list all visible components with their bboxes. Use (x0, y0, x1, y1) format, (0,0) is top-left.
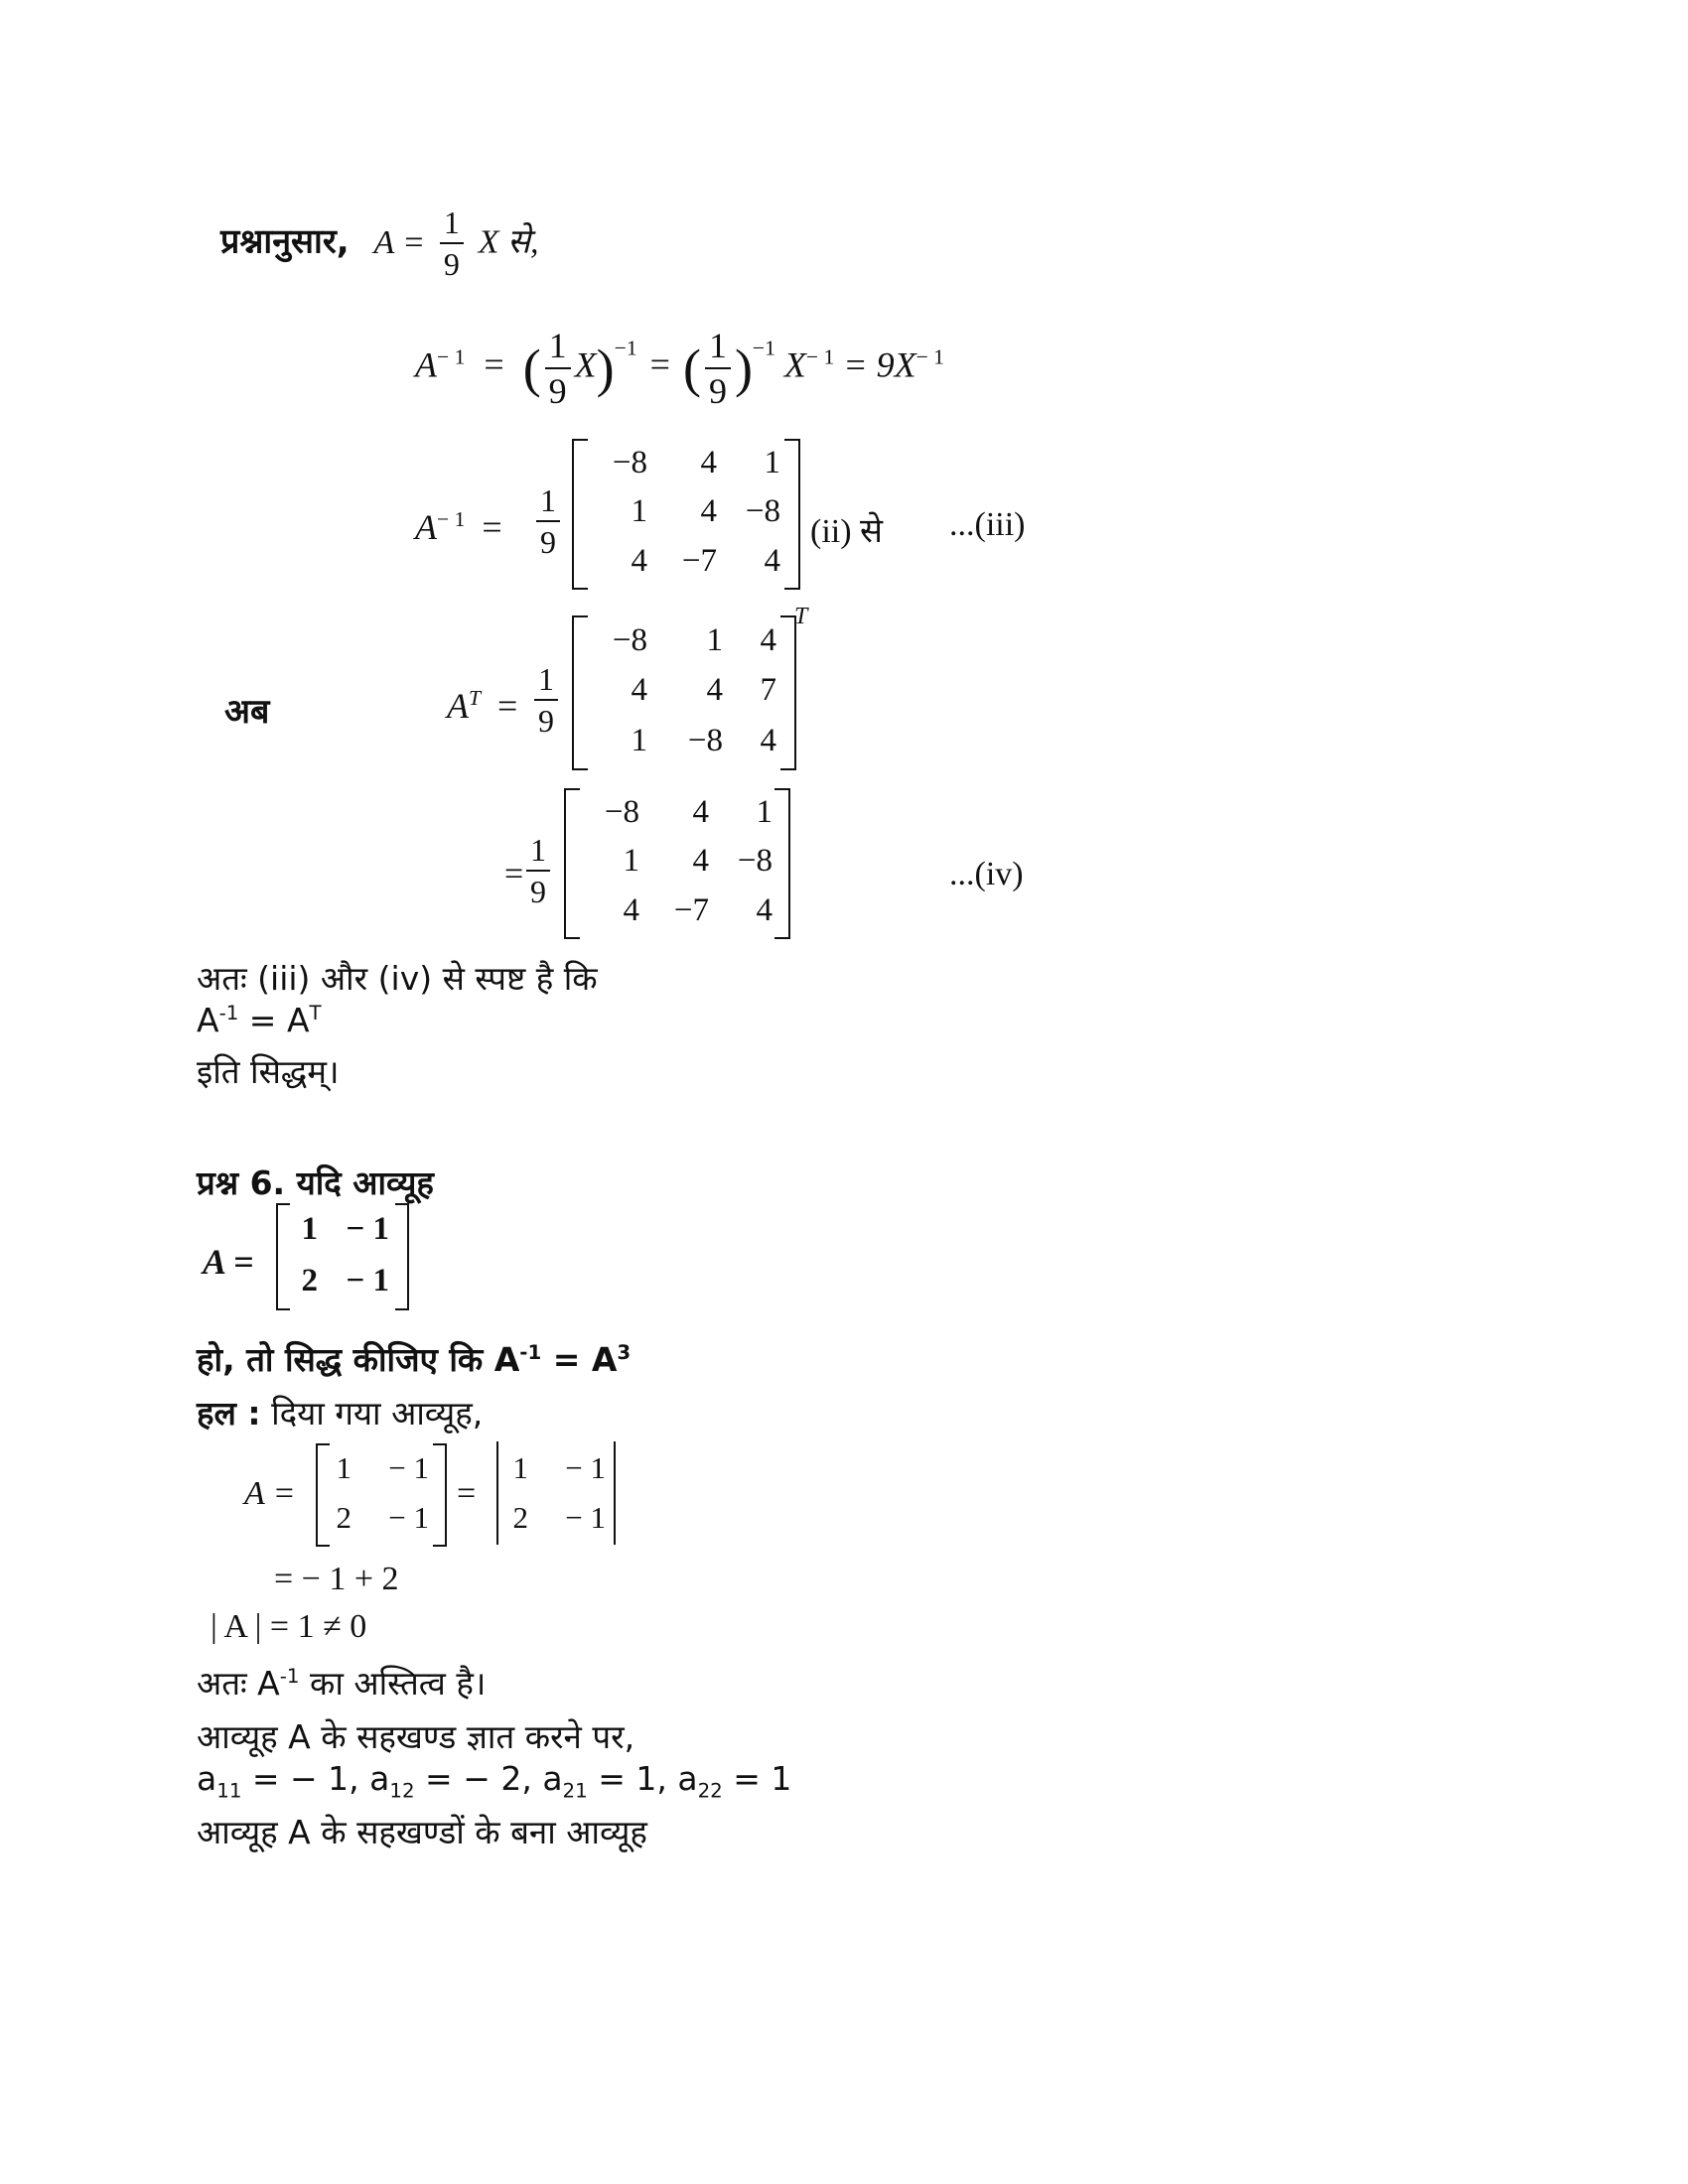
matrix-cell: 4 (756, 891, 773, 928)
matrix-cell: 4 (631, 672, 647, 709)
matrix-cell: 1 (764, 445, 780, 481)
cofactor-item: $a_{21} = 1$ (542, 1759, 657, 1803)
matrix-cell: 1 (301, 1210, 318, 1247)
matrix-bracket-right (780, 615, 796, 770)
matrix-cell: 4 (700, 445, 717, 481)
matrix-bracket-left (572, 439, 588, 590)
matrix-cell: 2 (336, 1500, 352, 1535)
question-matrix (288, 1203, 397, 1306)
intro-line (220, 206, 538, 280)
fraction: $\frac{1}{9}$ (545, 328, 571, 409)
matrix-cell: − 1 (346, 1262, 389, 1298)
solution-label: हल : (197, 1394, 261, 1433)
transpose-matrix (592, 615, 780, 766)
determinant (504, 1443, 610, 1543)
matrix-iv (584, 788, 773, 935)
reference-note: (ii) से (810, 513, 884, 550)
equals-sign: = (504, 856, 524, 892)
matrix-cell: −8 (745, 493, 780, 530)
question-matrix-lhs: A = (203, 1242, 254, 1282)
cofactor-values: $a_{11}$ = − 1, $a_{12}$ = − 2, $a_{21} = 1$, $a_{22} = 1$ (197, 1759, 792, 1803)
matrix-cell: −8 (612, 445, 647, 481)
matrix-cell: 7 (760, 672, 776, 709)
matrix-cell: 4 (692, 843, 709, 880)
matrix-cell: 4 (700, 493, 717, 530)
intro-tail: X से, (478, 223, 539, 261)
matrix-bracket-right (433, 1443, 447, 1547)
inverse-equals-transpose: $A^{-1} = A^T$ (197, 1001, 322, 1039)
matrix-cell: − 1 (565, 1450, 606, 1485)
equals-sign: = (457, 1475, 477, 1512)
matrix-cell: 1 (623, 843, 639, 880)
matrix-cell: −8 (612, 621, 647, 658)
determinant-result: | A | = 1 ≠ 0 (211, 1608, 367, 1645)
matrix-cell: 4 (760, 621, 776, 658)
matrix-cell: 2 (512, 1500, 528, 1535)
now-label: अब (224, 692, 270, 732)
fraction: $\frac{1}{9}$ (522, 834, 554, 907)
matrix-cell: −8 (737, 843, 773, 880)
matrix-cell: 1 (512, 1450, 528, 1485)
matrix-cell: 4 (764, 542, 780, 579)
determinant-bar-right (614, 1441, 616, 1545)
solution-matrix-lhs: A = (244, 1475, 296, 1512)
matrix-cell: 4 (692, 794, 709, 831)
cofactor-matrix-line: आव्यूह A के सहखण्डों के बना आव्यूह (197, 1813, 647, 1851)
fraction: $\frac{1}{9}$ (705, 328, 731, 409)
matrix-cell: −7 (681, 542, 717, 579)
conclusion-line: अतः (iii) और (iv) से स्पष्ट है कि (197, 959, 598, 998)
matrix-cell: 1 (756, 794, 773, 831)
determinant-step: = − 1 + 2 (274, 1561, 399, 1597)
matrix-cell: −8 (687, 723, 723, 759)
transpose-superscript: T (794, 604, 808, 629)
matrix-cell: 4 (706, 672, 723, 709)
matrix-cell: 1 (631, 723, 647, 759)
matrix-cell: − 1 (565, 1500, 606, 1535)
solution-matrix (328, 1443, 437, 1543)
matrix-cell: 1 (336, 1450, 352, 1485)
question-prove-line: हो, तो सिद्ध कीजिए कि $A^{-1} = A^3$ (197, 1340, 632, 1379)
matrix-bracket-right (784, 439, 800, 590)
solution-intro: हल : दिया गया आव्यूह, (197, 1394, 484, 1433)
matrix-iii (592, 439, 780, 586)
fraction: $\frac{1}{9}$ (530, 663, 562, 737)
matrix-cell: − 1 (388, 1450, 429, 1485)
determinant-bar-left (496, 1441, 498, 1545)
cofactor-intro: आव्यूह A के सहखण्ड ज्ञात करने पर, (197, 1717, 635, 1756)
cofactor-item: $a_{22} = 1$ (677, 1759, 792, 1803)
matrix-bracket-left (564, 788, 580, 939)
matrix-bracket-right (395, 1203, 409, 1310)
matrix-cell: 1 (631, 493, 647, 530)
equation-tag-iv: ...(iv) (949, 856, 1024, 892)
matrix-cell: −8 (604, 794, 639, 831)
inverse-exists-line: अतः $A^{-1}$ का अस्तित्व है। (197, 1664, 487, 1703)
matrix-cell: −7 (673, 891, 709, 928)
matrix-cell: 4 (760, 723, 776, 759)
matrix-cell: 1 (706, 621, 723, 658)
inverse-equation: $A^{- 1}$ = ( $\frac{1}{9}$ X)$^{-1}$ = ( $\frac{1}{9}$ )$^{-1}$ $X^{- 1} = 9X^{- 1}$ (415, 326, 944, 411)
fraction: $\frac{1}{9}$ (532, 484, 564, 558)
equation-tag-iii: ...(iii) (949, 506, 1026, 543)
matrix-cell: 4 (623, 891, 639, 928)
matrix-cell: 4 (631, 542, 647, 579)
intro-eq: A = (373, 223, 426, 261)
matrix-cell: 2 (301, 1262, 318, 1298)
hence-proved: इति सिद्धम्। (197, 1052, 340, 1091)
fraction: $\frac{1}{9}$ (440, 206, 464, 280)
matrix-bracket-right (774, 788, 790, 939)
matrix-bracket-left (572, 615, 588, 770)
intro-label: प्रश्नानुसार, (220, 221, 350, 262)
inverse-matrix-lhs: $A^{- 1}$ = (415, 507, 502, 547)
question-heading: प्रश्न 6. यदि आव्यूह (197, 1163, 434, 1202)
transpose-lhs: $A^T$ = (447, 686, 518, 726)
cofactor-item: $a_{11}$ = − 1 (197, 1759, 350, 1803)
cofactor-item: $a_{12}$ = − 2 (369, 1759, 522, 1803)
matrix-cell: − 1 (346, 1210, 389, 1247)
matrix-cell: − 1 (388, 1500, 429, 1535)
